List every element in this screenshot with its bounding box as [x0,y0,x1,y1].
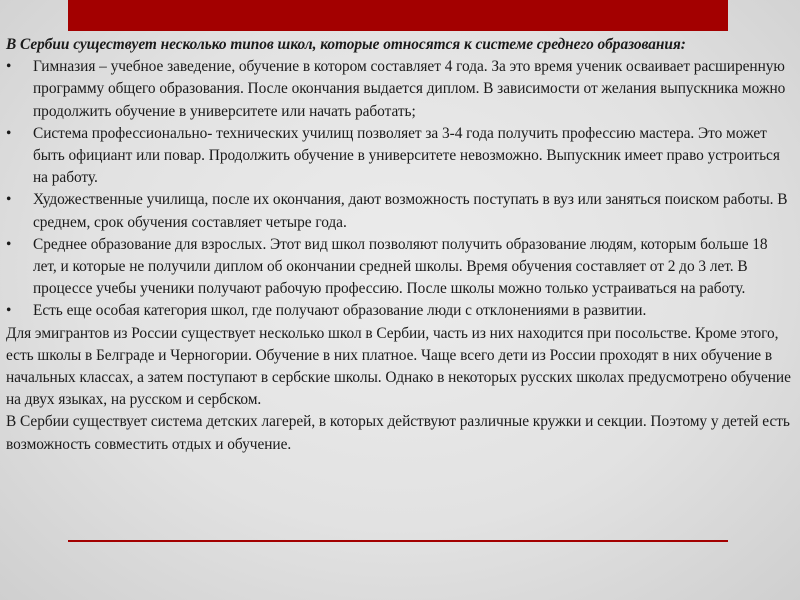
slide-content [6,34,794,456]
list-item: • Система профессионально- технических училищ позволяет за 3-4 года получить профессию мастера. Это может быть официант или повар. Продолжить обучение в университете невозможно. Выпускник имеет право устроиться на работу. [6,123,794,190]
list-item: • Среднее образование для взрослых. Этот вид школ позволяют получить образование людям, которым больше 18 лет, и которые не получили диплом об окончании средней школы. Время обучения составляет от 2 до 3 лет. В процессе учебы ученики получают рабочую профессию. После школы можно только устраиваться на работу. [6,234,794,301]
emigrants-paragraph: Для эмигрантов из России существует несколько школ в Сербии, часть из них находится при посольстве. Кроме этого, есть школы в Белграде и Черногории. Обучение в них платное. Чаще всего дети из России проходят в них обучение в начальных классах, а затем поступают в сербские школы. Однако в некоторых русских школах предусмотрено обучение на двух языках, на русском и сербском. [6,324,791,409]
camps-paragraph: В Сербии существует система детских лагерей, в которых действуют различные кружки и секции. Поэтому у детей есть возможность совместить отдых и обучение. [6,413,790,453]
intro-heading: В Сербии существует несколько типов школ, которые относятся к системе среднего образования: [6,36,686,53]
top-accent-bar [68,0,728,31]
list-item: • Гимназия – учебное заведение, обучение в котором составляет 4 года. За это время ученик осваивает расширенную программу общего образования. После окончания выдается диплом. В зависимости от желания выпускника можно продолжить обучение в университете или начать работать; [6,56,794,123]
school-types-list [6,56,794,322]
list-item: • Художественные училища, после их окончания, дают возможность поступать в вуз или заняться поиском работы. В среднем, срок обучения составляет четыре года. [6,189,794,233]
list-item: • Есть еще особая категория школ, где получают образование люди с отклонениями в развитии. [6,300,794,322]
bottom-accent-line [68,540,728,542]
